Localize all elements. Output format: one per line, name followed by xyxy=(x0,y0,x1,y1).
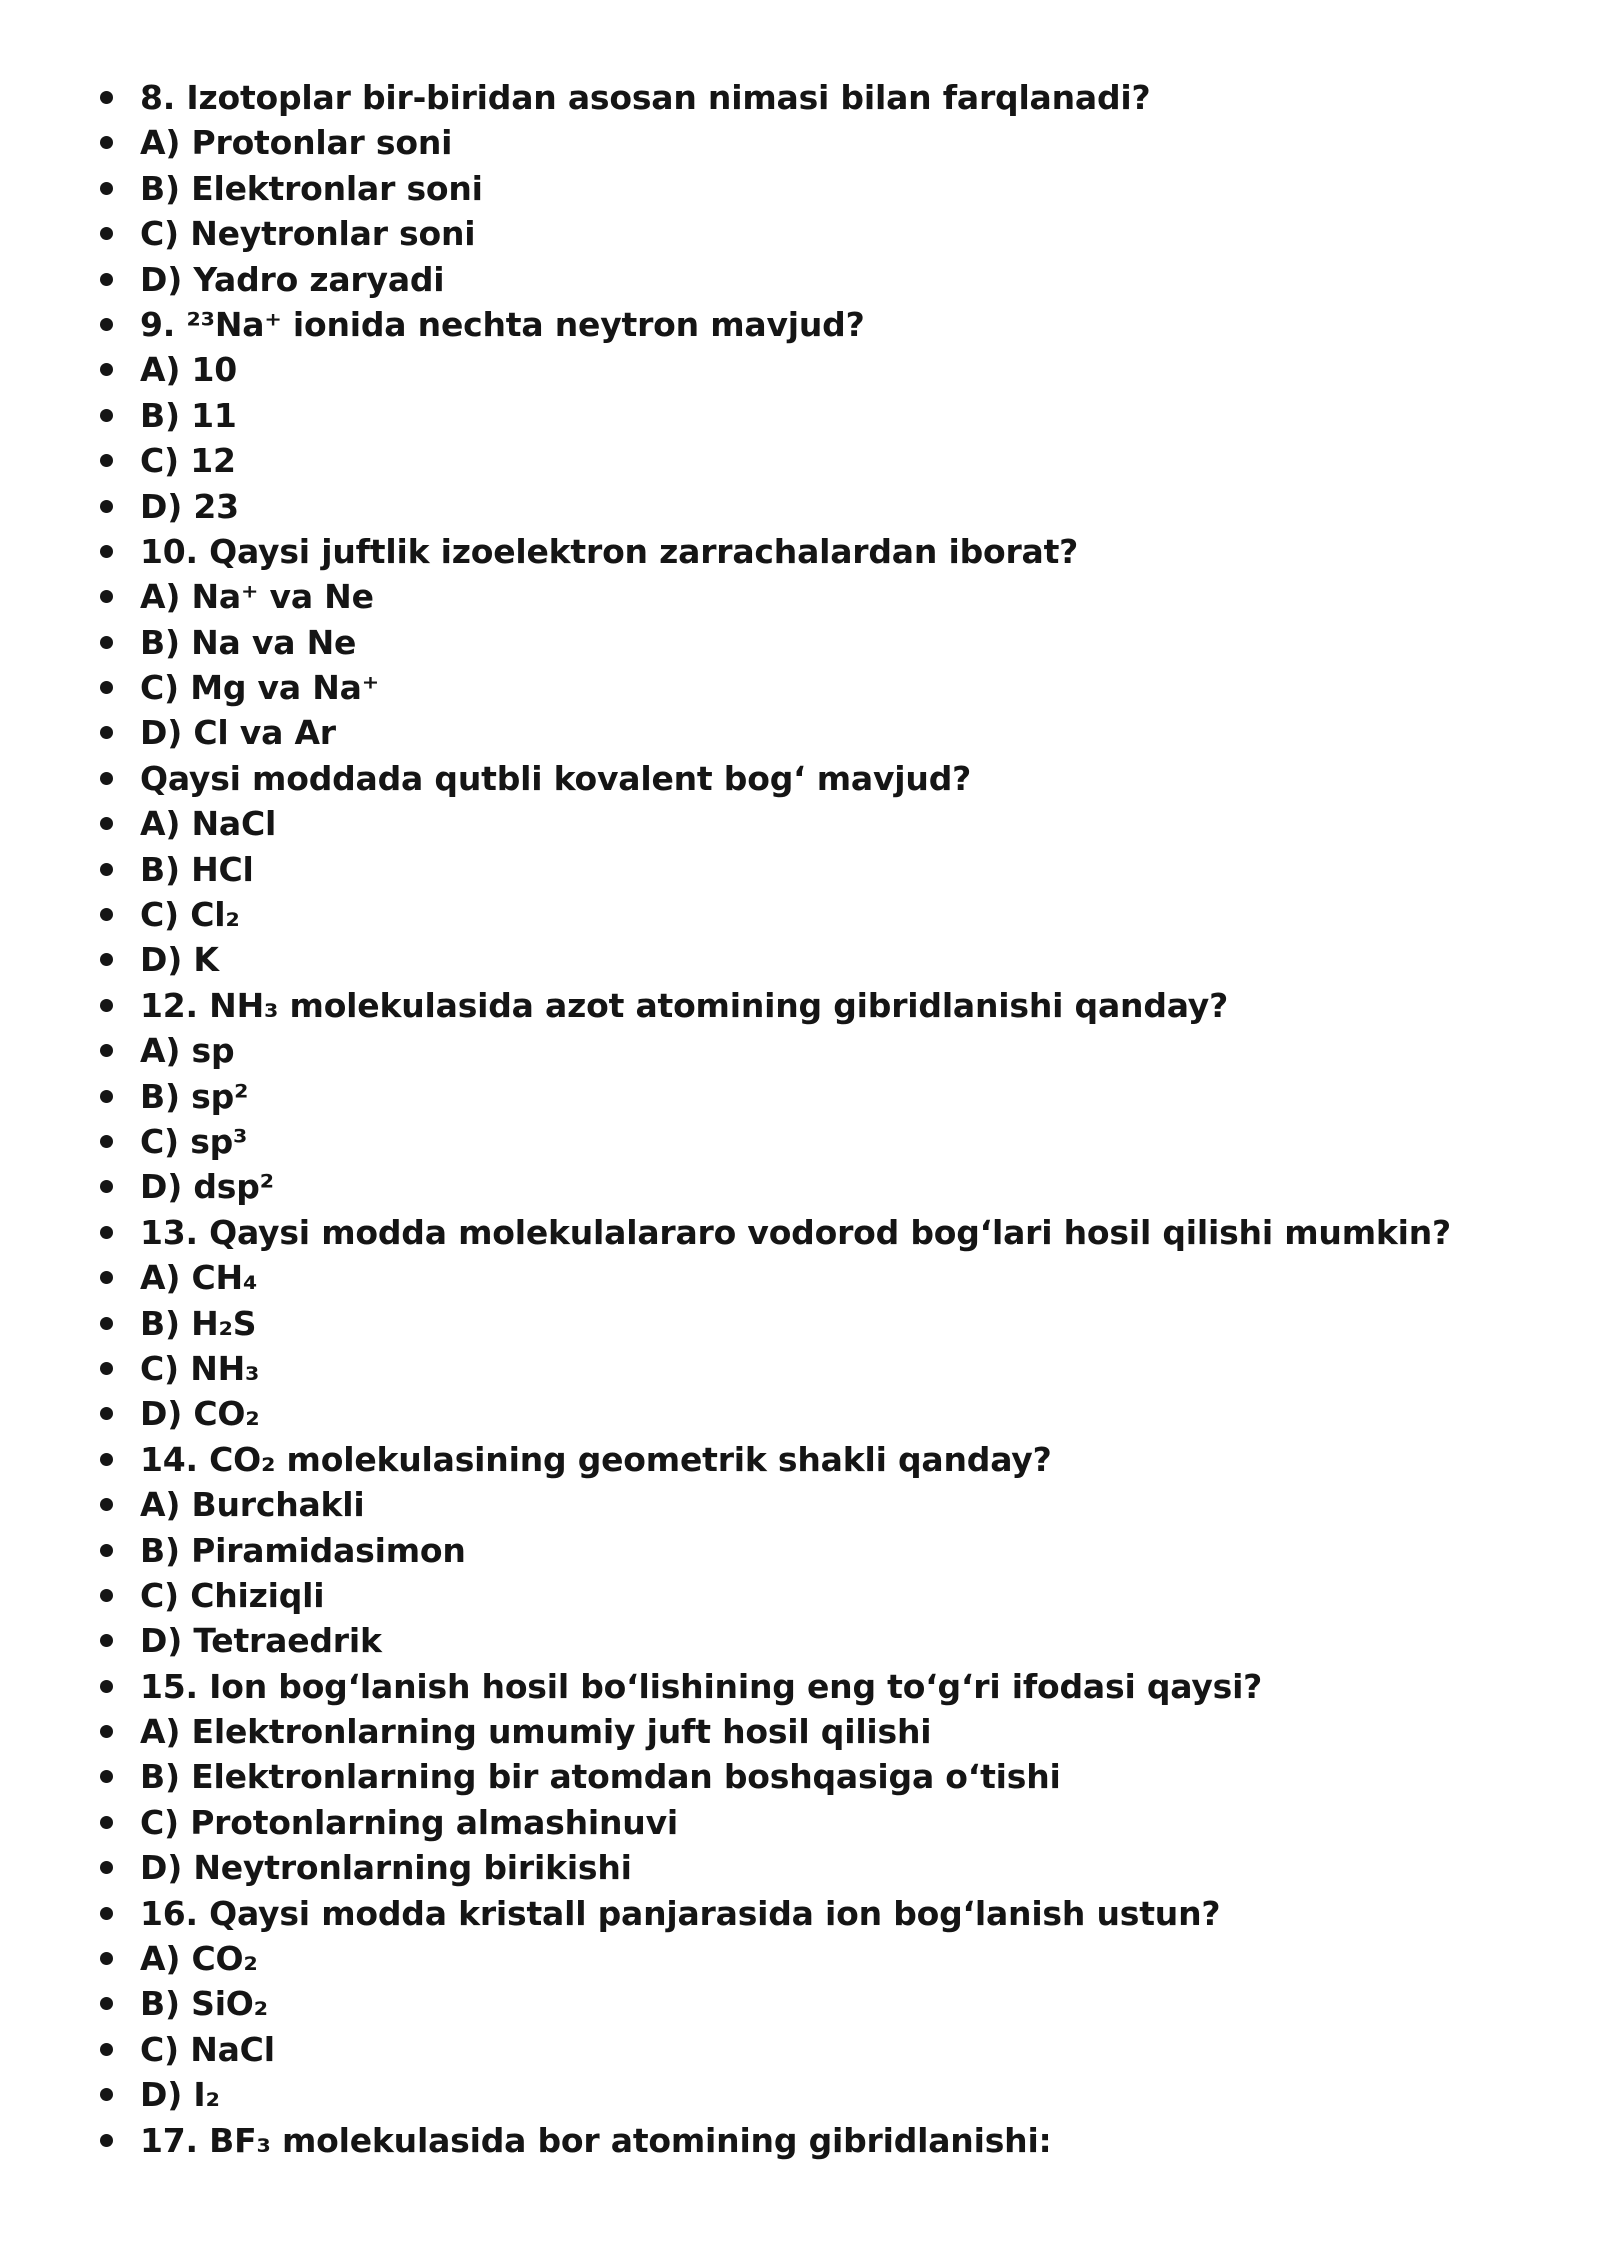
bullet-icon xyxy=(100,273,113,286)
answer-option xyxy=(96,1981,1536,2026)
bullet-icon xyxy=(100,681,113,694)
bullet-icon xyxy=(100,1180,113,1193)
answer-text: C) NH₃ xyxy=(140,1348,260,1388)
answer-option xyxy=(96,1255,1536,1300)
bullet-icon xyxy=(100,1135,113,1148)
bullet-icon xyxy=(100,1362,113,1375)
question-text: 13. Qaysi modda molekulalararo vodorod bog‘lari hosil qilishi mumkin? xyxy=(140,1212,1452,1252)
answer-option xyxy=(96,1164,1536,1209)
question-13 xyxy=(96,1210,1536,1255)
bullet-icon xyxy=(100,227,113,240)
answer-option xyxy=(96,438,1536,483)
question-text: 9. ²³Na⁺ ionida nechta neytron mavjud? xyxy=(140,304,865,344)
answer-text: D) Neytronlarning birikishi xyxy=(140,1848,632,1888)
answer-text: D) Cl va Ar xyxy=(140,713,336,753)
bullet-icon xyxy=(100,1816,113,1829)
bullet-icon xyxy=(100,545,113,558)
answer-text: D) Yadro zaryadi xyxy=(140,259,445,299)
bullet-icon xyxy=(100,1271,113,1284)
question-16 xyxy=(96,1891,1536,1936)
answer-option xyxy=(96,892,1536,937)
answer-option xyxy=(96,347,1536,392)
answer-text: D) Tetraedrik xyxy=(140,1621,382,1661)
bullet-icon xyxy=(100,1589,113,1602)
bullet-icon xyxy=(100,1907,113,1920)
bullet-icon xyxy=(100,999,113,1012)
bullet-icon xyxy=(100,817,113,830)
bullet-icon xyxy=(100,1407,113,1420)
answer-option xyxy=(96,1800,1536,1845)
answer-option xyxy=(96,484,1536,529)
answer-text: D) I₂ xyxy=(140,2075,220,2115)
answer-option xyxy=(96,1754,1536,1799)
answer-text: B) HCl xyxy=(140,849,254,889)
answer-option xyxy=(96,1845,1536,1890)
question-text: 10. Qaysi juftlik izoelektron zarrachalardan iborat? xyxy=(140,531,1079,571)
bullet-icon xyxy=(100,1453,113,1466)
bullet-icon xyxy=(100,182,113,195)
answer-option xyxy=(96,620,1536,665)
bullet-icon xyxy=(100,1770,113,1783)
answer-text: D) CO₂ xyxy=(140,1394,260,1434)
answer-text: B) Elektronlar soni xyxy=(140,168,483,208)
answer-option xyxy=(96,120,1536,165)
answer-option xyxy=(96,1709,1536,1754)
question-11 xyxy=(96,756,1536,801)
answer-text: B) H₂S xyxy=(140,1303,257,1343)
bullet-icon xyxy=(100,2088,113,2101)
bullet-icon xyxy=(100,1226,113,1239)
answer-text: A) NaCl xyxy=(140,804,277,844)
answer-text: C) Protonlarning almashinuvi xyxy=(140,1802,679,1842)
answer-text: B) Elektronlarning bir atomdan boshqasiga o‘tishi xyxy=(140,1757,1061,1797)
bullet-icon xyxy=(100,1680,113,1693)
bullet-icon xyxy=(100,136,113,149)
question-8 xyxy=(96,75,1536,120)
answer-option xyxy=(96,393,1536,438)
question-9 xyxy=(96,302,1536,347)
question-text: 15. Ion bog‘lanish hosil bo‘lishining eng to‘g‘ri ifodasi qaysi? xyxy=(140,1666,1263,1706)
bullet-icon xyxy=(100,2043,113,2056)
bullet-icon xyxy=(100,363,113,376)
question-text: 12. NH₃ molekulasida azot atomining gibridlanishi qanday? xyxy=(140,985,1229,1025)
answer-text: C) Neytronlar soni xyxy=(140,214,476,254)
bullet-icon xyxy=(100,590,113,603)
bullet-icon xyxy=(100,409,113,422)
answer-text: C) 12 xyxy=(140,441,236,481)
question-12 xyxy=(96,983,1536,1028)
answer-text: C) Mg va Na⁺ xyxy=(140,668,379,708)
answer-option xyxy=(96,211,1536,256)
answer-option xyxy=(96,2072,1536,2117)
answer-text: B) Na va Ne xyxy=(140,622,357,662)
answer-option xyxy=(96,1074,1536,1119)
bullet-icon xyxy=(100,318,113,331)
answer-option xyxy=(96,1936,1536,1981)
answer-text: A) Protonlar soni xyxy=(140,123,453,163)
bullet-icon xyxy=(100,953,113,966)
answer-text: A) Na⁺ va Ne xyxy=(140,577,374,617)
bullet-icon xyxy=(100,1090,113,1103)
bullet-icon xyxy=(100,454,113,467)
answer-text: B) Piramidasimon xyxy=(140,1530,466,1570)
answer-option xyxy=(96,937,1536,982)
bullet-icon xyxy=(100,1952,113,1965)
answer-text: C) Chiziqli xyxy=(140,1575,325,1615)
answer-option xyxy=(96,710,1536,755)
answer-option xyxy=(96,1618,1536,1663)
answer-option xyxy=(96,2027,1536,2072)
bullet-icon xyxy=(100,1317,113,1330)
answer-option xyxy=(96,1528,1536,1573)
bullet-icon xyxy=(100,1997,113,2010)
answer-option xyxy=(96,1028,1536,1073)
answer-option xyxy=(96,166,1536,211)
answer-text: B) sp² xyxy=(140,1076,249,1116)
bullet-icon xyxy=(100,636,113,649)
answer-text: A) CO₂ xyxy=(140,1939,258,1979)
bullet-icon xyxy=(100,1044,113,1057)
answer-option xyxy=(96,257,1536,302)
answer-option xyxy=(96,1482,1536,1527)
answer-text: A) 10 xyxy=(140,350,238,390)
bullet-icon xyxy=(100,1725,113,1738)
quiz-list xyxy=(96,75,1536,2163)
bullet-icon xyxy=(100,908,113,921)
answer-text: A) sp xyxy=(140,1031,235,1071)
answer-text: C) Cl₂ xyxy=(140,895,240,935)
answer-option xyxy=(96,574,1536,619)
answer-option xyxy=(96,801,1536,846)
answer-option xyxy=(96,1301,1536,1346)
bullet-icon xyxy=(100,1861,113,1874)
answer-option xyxy=(96,1119,1536,1164)
question-text: 14. CO₂ molekulasining geometrik shakli qanday? xyxy=(140,1439,1052,1479)
answer-text: D) 23 xyxy=(140,486,239,526)
bullet-icon xyxy=(100,500,113,513)
answer-text: D) K xyxy=(140,940,219,980)
answer-text: A) CH₄ xyxy=(140,1258,258,1298)
answer-text: D) dsp² xyxy=(140,1167,274,1207)
answer-option xyxy=(96,847,1536,892)
question-14 xyxy=(96,1437,1536,1482)
question-17 xyxy=(96,2118,1536,2163)
answer-text: C) sp³ xyxy=(140,1121,248,1161)
question-text: Qaysi moddada qutbli kovalent bog‘ mavjud? xyxy=(140,758,972,798)
bullet-icon xyxy=(100,772,113,785)
question-15 xyxy=(96,1664,1536,1709)
answer-text: B) 11 xyxy=(140,395,237,435)
bullet-icon xyxy=(100,1544,113,1557)
answer-text: C) NaCl xyxy=(140,2029,275,2069)
answer-option xyxy=(96,1573,1536,1618)
answer-option xyxy=(96,1346,1536,1391)
bullet-icon xyxy=(100,863,113,876)
answer-text: A) Burchakli xyxy=(140,1485,365,1525)
bullet-icon xyxy=(100,2134,113,2147)
answer-option xyxy=(96,1391,1536,1436)
bullet-icon xyxy=(100,1634,113,1647)
answer-text: B) SiO₂ xyxy=(140,1984,268,2024)
question-text: 17. BF₃ molekulasida bor atomining gibridlanishi: xyxy=(140,2120,1052,2160)
question-text: 8. Izotoplar bir-biridan asosan nimasi bilan farqlanadi? xyxy=(140,78,1151,117)
bullet-icon xyxy=(100,726,113,739)
bullet-icon xyxy=(100,91,113,104)
question-10 xyxy=(96,529,1536,574)
bullet-icon xyxy=(100,1498,113,1511)
answer-text: A) Elektronlarning umumiy juft hosil qilishi xyxy=(140,1712,932,1752)
answer-option xyxy=(96,665,1536,710)
question-text: 16. Qaysi modda kristall panjarasida ion bog‘lanish ustun? xyxy=(140,1893,1221,1933)
